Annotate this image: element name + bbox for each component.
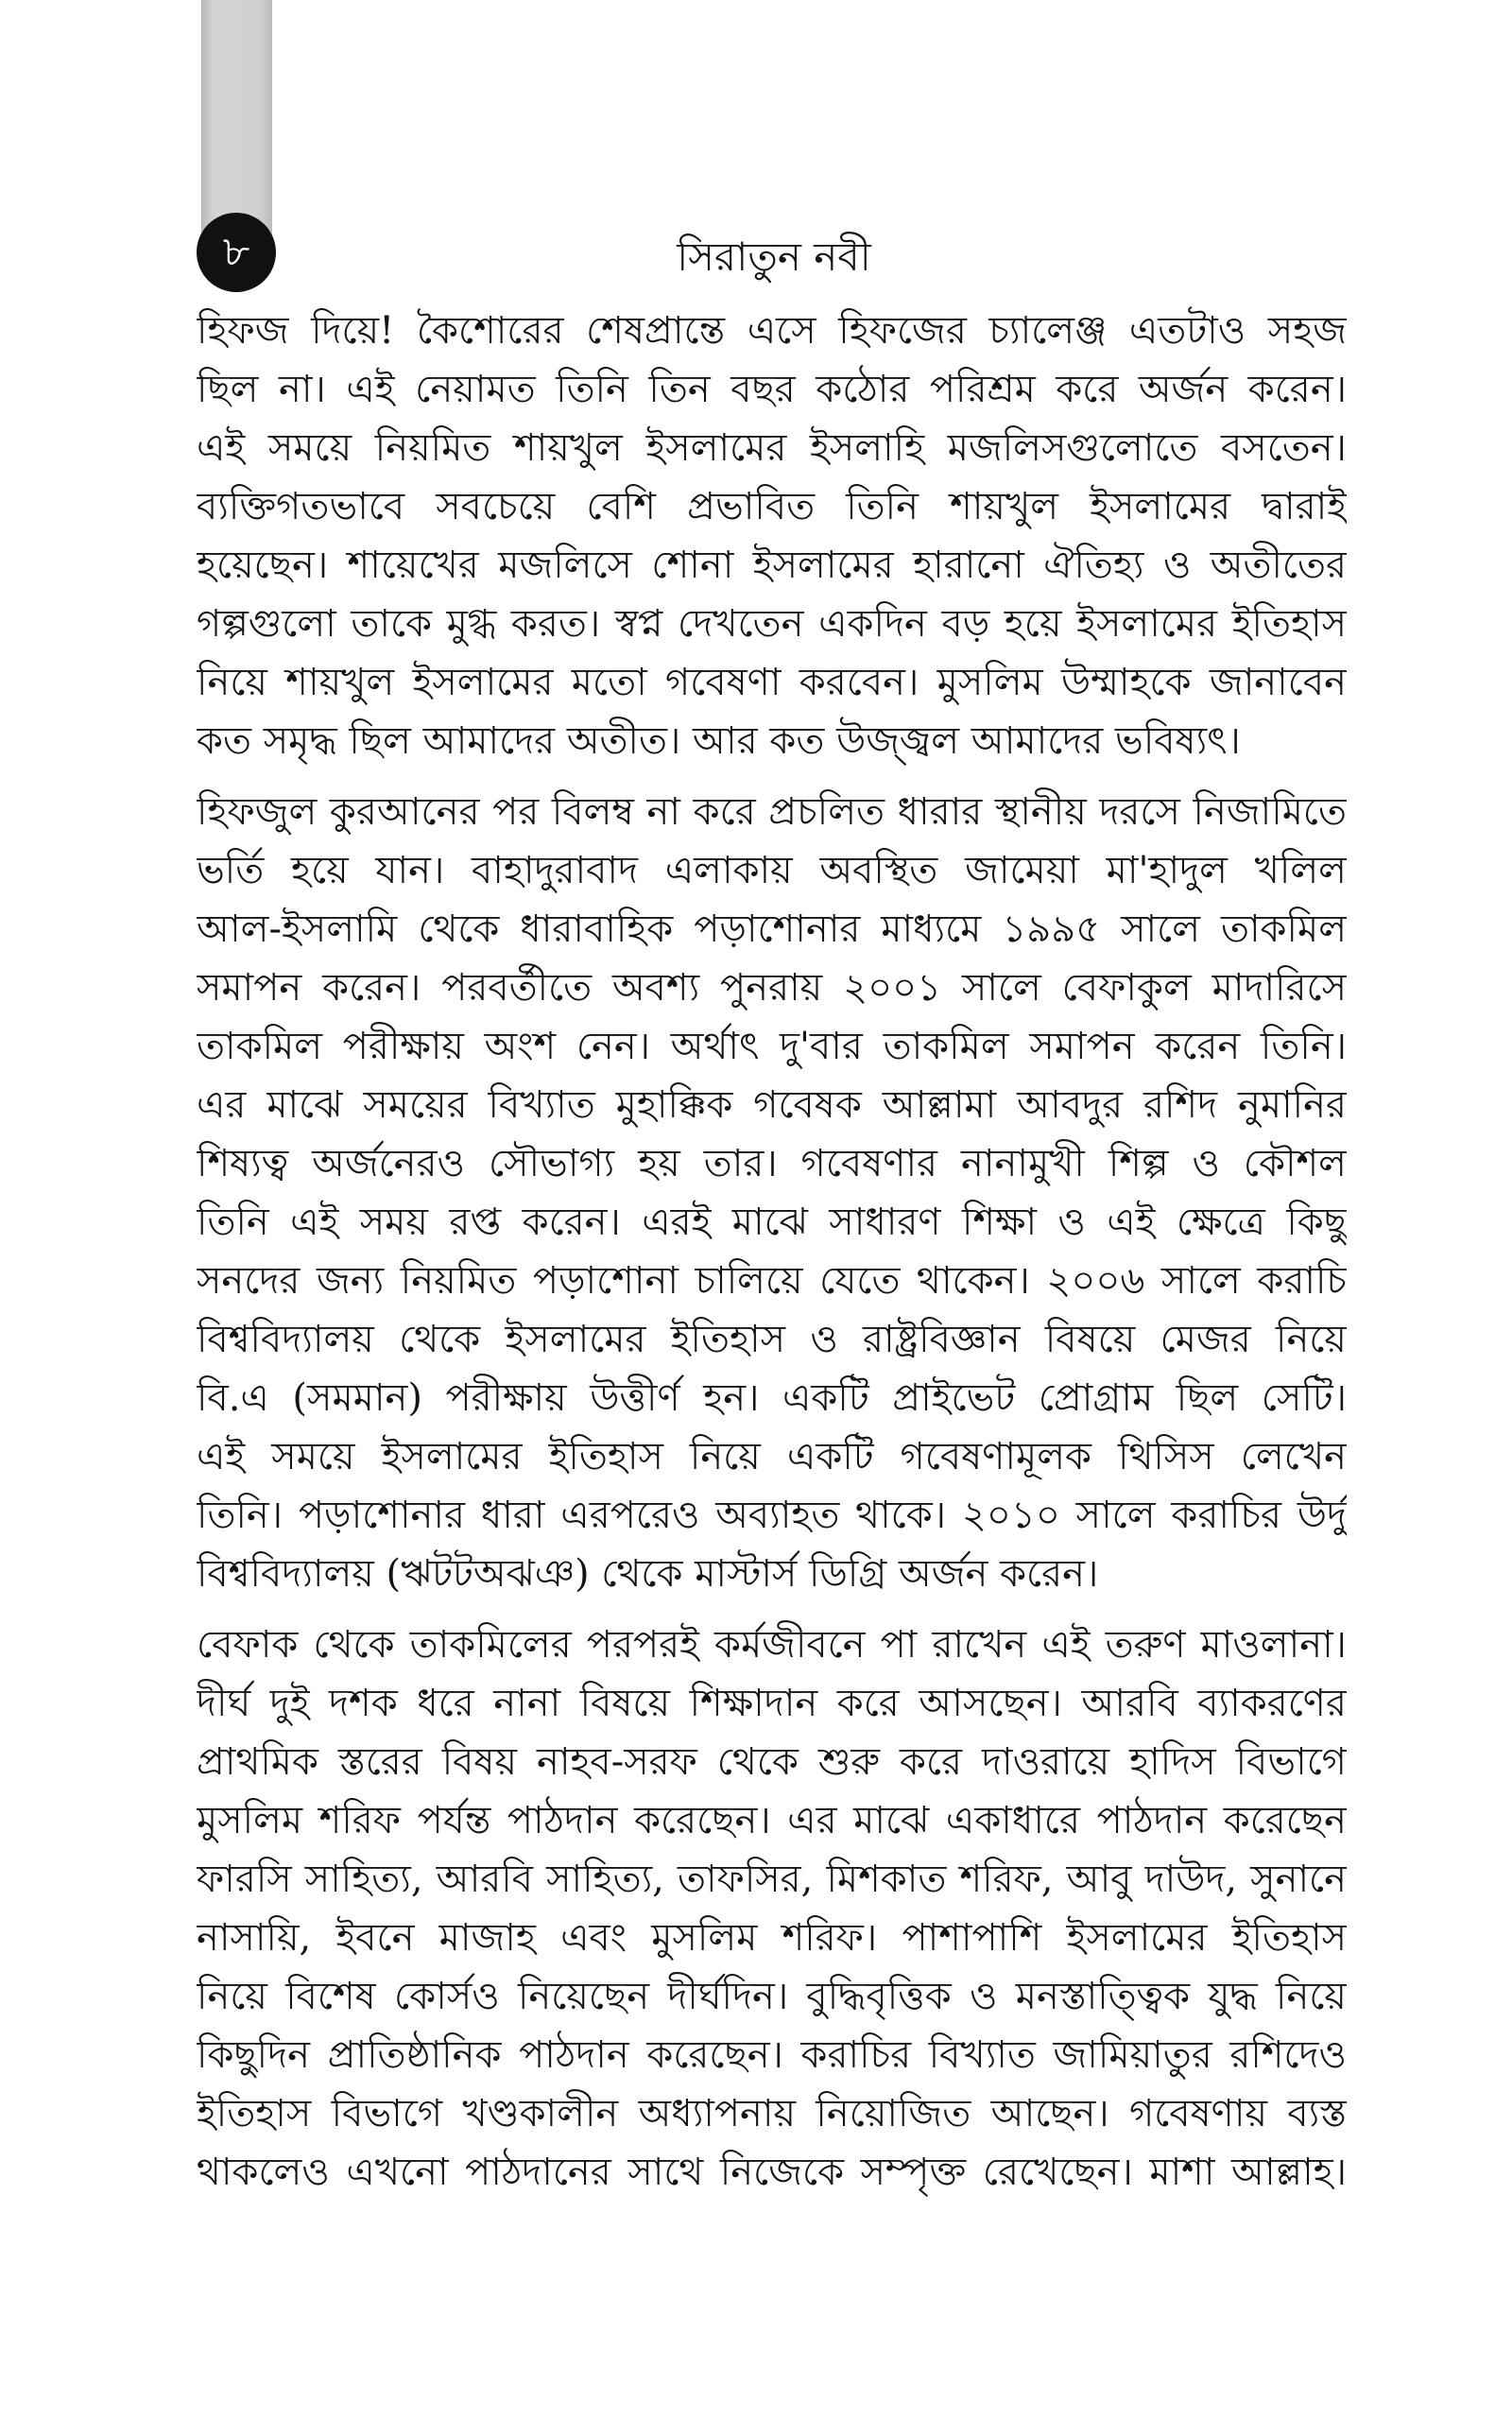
body-text <box>197 302 1347 2202</box>
text-line: এই সময়ে নিয়মিত শায়খুল ইসলামের ইসলাহি মজলিসগুলোতে বসতেন। <box>197 426 1347 470</box>
text-line: মুসলিম শরিফ পর্যন্ত পাঠদান করেছেন। এর মাঝে একাধারে পাঠদান করেছেন <box>197 1799 1347 1842</box>
text-line: বিশ্ববিদ্যালয় (ঋটটঅঝঞ) থেকে মাস্টার্স ডিগ্রি অর্জন করেন। <box>197 1552 1099 1596</box>
text-line: নিয়ে শায়খুল ইসলামের মতো গবেষণা করবেন। মুসলিম উম্মাহকে জানাবেন <box>197 661 1347 704</box>
text-line: থাকলেও এখনো পাঠদানের সাথে নিজেকে সম্পৃক্ত রেখেছেন। মাশা আল্লাহ। <box>197 2151 1347 2194</box>
text-line: ছিল না। এই নেয়ামত তিনি তিন বছর কঠোর পরিশ্রম করে অর্জন করেন। <box>197 368 1347 411</box>
text-line: কিছুদিন প্রাতিষ্ঠানিক পাঠদান করেছেন। করাচির বিখ্যাত জামিয়াতুর রশিদেও <box>197 2033 1347 2077</box>
text-line: ফারসি সাহিত্য, আরবি সাহিত্য, তাফসির, মিশকাত শরিফ, আবু দাউদ, সুনানে <box>197 1858 1347 1901</box>
text-line: বিশ্ববিদ্যালয় থেকে ইসলামের ইতিহাস ও রাষ্ট্রবিজ্ঞান বিষয়ে মেজর নিয়ে <box>197 1318 1347 1361</box>
text-line: আল-ইসলামি থেকে ধারাবাহিক পড়াশোনার মাধ্যমে ১৯৯৫ সালে তাকমিল <box>197 908 1347 951</box>
text-line: দীর্ঘ দুই দশক ধরে নানা বিষয়ে শিক্ষাদান করে আসছেন। আরবি ব্যাকরণের <box>197 1682 1347 1725</box>
paragraph <box>197 1616 1347 2202</box>
text-line: হিফজ দিয়ে! কৈশোরের শেষপ্রান্তে এসে হিফজের চ্যালেঞ্জ এতটাও সহজ <box>197 309 1347 353</box>
text-line: কত সমৃদ্ধ ছিল আমাদের অতীত। আর কত উজ্জ্বল আমাদের ভবিষ্যৎ। <box>197 719 1241 763</box>
text-line: তিনি এই সময় রপ্ত করেন। এরই মাঝে সাধারণ শিক্ষা ও এই ক্ষেত্রে কিছু <box>197 1201 1347 1244</box>
paragraph <box>197 783 1347 1603</box>
text-line: এর মাঝে সময়ের বিখ্যাত মুহাক্কিক গবেষক আল্লামা আবদুর রশিদ নুমানির <box>197 1083 1347 1127</box>
text-line: শিষ্যত্ব অর্জনেরও সৌভাগ্য হয় তার। গবেষণার নানামুখী শিল্প ও কৌশল <box>197 1142 1347 1185</box>
text-line: সমাপন করেন। পরবর্তীতে অবশ্য পুনরায় ২০০১ সালে বেফাকুল মাদারিসে <box>197 966 1347 1010</box>
paragraph <box>197 302 1347 770</box>
text-line: গল্পগুলো তাকে মুগ্ধ করত। স্বপ্ন দেখতেন একদিন বড় হয়ে ইসলামের ইতিহাস <box>197 602 1347 646</box>
text-line: নাসায়ি, ইবনে মাজাহ এবং মুসলিম শরিফ। পাশাপাশি ইসলামের ইতিহাস <box>197 1916 1347 1960</box>
text-line: ইতিহাস বিভাগে খণ্ডকালীন অধ্যাপনায় নিয়োজিত আছেন। গবেষণায় ব্যস্ত <box>197 2092 1347 2135</box>
header-tab-bar <box>201 0 272 236</box>
text-line: বেফাক থেকে তাকমিলের পরপরই কর্মজীবনে পা রাখেন এই তরুণ মাওলানা। <box>197 1623 1347 1667</box>
running-head-title: সিরাতুন নবী <box>677 233 871 280</box>
text-line: তাকমিল পরীক্ষায় অংশ নেন। অর্থাৎ দু'বার তাকমিল সমাপন করেন তিনি। <box>197 1025 1347 1068</box>
text-line: নিয়ে বিশেষ কোর্সও নিয়েছেন দীর্ঘদিন। বুদ্ধিবৃত্তিক ও মনস্তাত্ত্বিক যুদ্ধ নিয়ে <box>197 1975 1347 2018</box>
page-number: ৮ <box>222 228 250 276</box>
text-line: হিফজুল কুরআনের পর বিলম্ব না করে প্রচলিত ধারার স্থানীয় দরসে নিজামিতে <box>197 790 1347 834</box>
text-line: হয়েছেন। শায়েখের মজলিসে শোনা ইসলামের হারানো ঐতিহ্য ও অতীতের <box>197 544 1347 587</box>
text-line: ব্যক্তিগতভাবে সবচেয়ে বেশি প্রভাবিত তিনি শায়খুল ইসলামের দ্বারাই <box>197 485 1347 528</box>
text-line: তিনি। পড়াশোনার ধারা এরপরেও অব্যাহত থাকে। ২০১০ সালে করাচির উর্দু <box>197 1494 1347 1537</box>
text-line: সনদের জন্য নিয়মিত পড়াশোনা চালিয়ে যেতে থাকেন। ২০০৬ সালে করাচি <box>197 1259 1347 1303</box>
text-line: ভর্তি হয়ে যান। বাহাদুরাবাদ এলাকায় অবস্থিত জামেয়া মা'হাদুল খলিল <box>197 849 1347 892</box>
text-line: প্রাথমিক স্তরের বিষয় নাহব-সরফ থেকে শুরু করে দাওরায়ে হাদিস বিভাগে <box>197 1740 1347 1784</box>
text-line: বি.এ (সমমান) পরীক্ষায় উত্তীর্ণ হন। একটি প্রাইভেট প্রোগ্রাম ছিল সেটি। <box>197 1376 1347 1420</box>
page-number-badge <box>197 213 276 292</box>
text-line: এই সময়ে ইসলামের ইতিহাস নিয়ে একটি গবেষণামূলক থিসিস লেখেন <box>197 1435 1347 1478</box>
